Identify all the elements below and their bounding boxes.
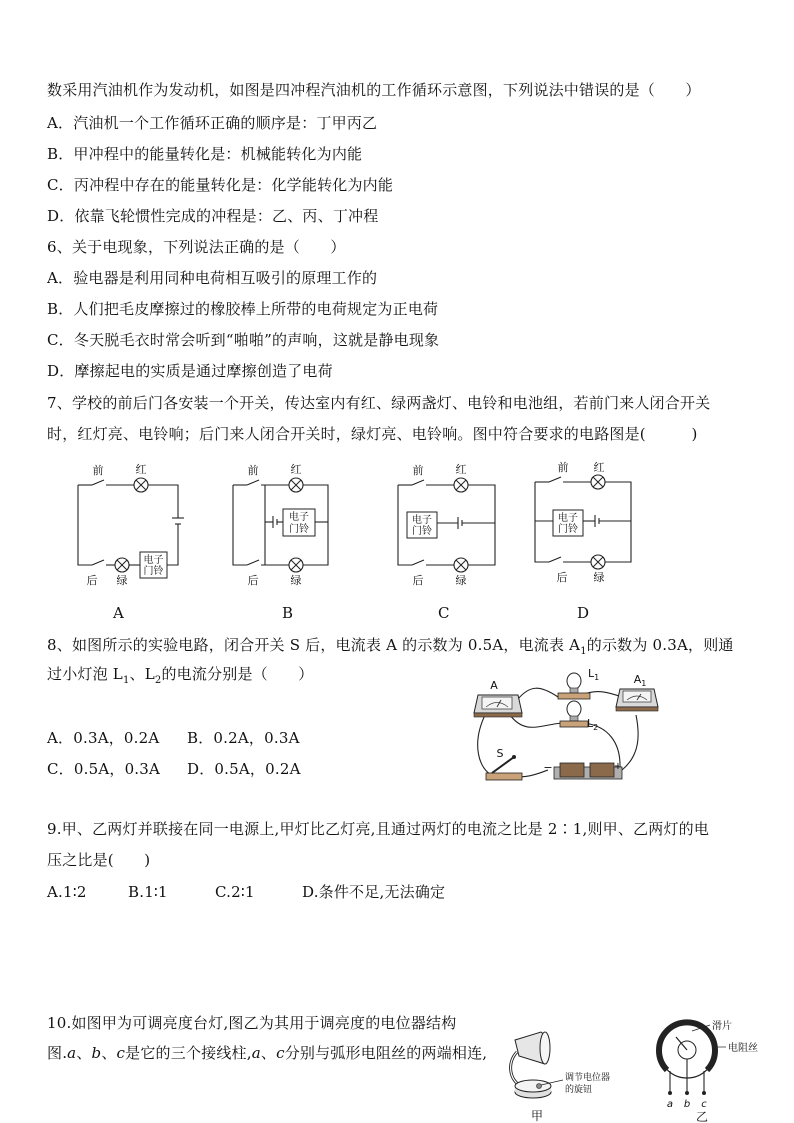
bell-label: 门铃 <box>143 566 164 577</box>
bell-label: 门铃 <box>412 526 432 537</box>
switch-icon <box>486 755 522 780</box>
terminal-a-label: a <box>666 1099 674 1110</box>
front-label: 前 <box>92 464 104 477</box>
ammeter-1-label: $A_1$ <box>633 673 647 688</box>
battery-icon <box>554 763 622 779</box>
ammeter-label: A <box>490 679 498 692</box>
red-label: 红 <box>593 461 605 474</box>
q8-option-a: A．0.3A，0.2A <box>47 729 160 747</box>
bell-label: 门铃 <box>289 524 309 535</box>
battery-plus-label: + <box>613 761 623 772</box>
resistance-wire-label: 电阻丝 <box>728 1043 758 1054</box>
q9-option-a: A.1∶2 <box>47 883 87 901</box>
q7-choice-b: B <box>282 604 294 622</box>
lamp-l1-label: $L_1$ <box>588 667 600 682</box>
q6-option-c: C．冬天脱毛衣时常会听到“啪啪”的声响，这就是静电现象 <box>47 331 440 349</box>
red-lamp-icon <box>289 478 303 492</box>
q6-option-d: D．摩擦起电的实质是通过摩擦创造了电荷 <box>47 362 333 380</box>
q9-option-c: C.2∶1 <box>215 883 255 901</box>
q8-stem-line1: 8、如图所示的实验电路，闭合开关 S 后，电流表 A 的示数为 0.5A，电流表 $A_1$的示数为 0.3A，则通 <box>47 636 734 657</box>
q5-option-d: D．依靠飞轮惯性完成的冲程是：乙、丙、丁冲程 <box>47 207 379 225</box>
knob-label: 调节电位器 <box>565 1073 611 1083</box>
green-lamp-icon <box>454 558 468 572</box>
bell-label: 电子 <box>558 513 578 524</box>
knob-label: 的旋钮 <box>565 1085 593 1095</box>
red-label: 红 <box>455 463 467 476</box>
q5-option-c: C．丙冲程中存在的能量转化是：化学能转化为内能 <box>47 176 394 194</box>
circuit-b <box>225 460 345 590</box>
red-label: 红 <box>290 463 302 476</box>
knob-icon <box>537 1084 542 1089</box>
q7-choice-d: D <box>577 604 590 622</box>
q9-option-d: D.条件不足,无法确定 <box>302 883 446 901</box>
q8-option-b: B．0.2A，0.3A <box>187 729 300 747</box>
q5-option-b: B．甲冲程中的能量转化是：机械能转化为内能 <box>47 145 363 163</box>
q6-option-a: A．验电器是利用同种电荷相互吸引的原理工作的 <box>47 269 378 287</box>
lamp-l2-label: $L_2$ <box>587 717 599 732</box>
q8-option-d: D．0.5A，0.2A <box>187 760 301 778</box>
bulb-l2-icon <box>560 701 588 727</box>
green-lamp-icon <box>115 558 129 572</box>
slider-label: 滑片 <box>712 1021 732 1032</box>
back-label: 后 <box>412 574 424 587</box>
q9-option-b: B.1∶1 <box>128 883 168 901</box>
q7-choice-c: C <box>438 604 450 622</box>
lamp-shade-icon <box>515 1032 550 1064</box>
figure-yi-caption: 乙 <box>695 1110 709 1123</box>
green-lamp-icon <box>289 558 303 572</box>
back-label: 后 <box>556 571 568 584</box>
q8-circuit-figure <box>470 665 670 790</box>
q5-stem: 数采用汽油机作为发动机，如图是四冲程汽油机的工作循环示意图，下列说法中错误的是（ ） <box>47 81 701 99</box>
q7-choice-a: A <box>113 604 125 622</box>
bell-label: 电子 <box>412 515 432 526</box>
terminal-c-label: c <box>701 1099 707 1110</box>
bell-label: 门铃 <box>558 524 578 535</box>
front-label: 前 <box>557 461 569 474</box>
bell-label: 电子 <box>143 555 164 566</box>
green-label: 绿 <box>455 574 467 587</box>
red-lamp-icon <box>591 475 605 489</box>
red-label: 红 <box>135 463 147 476</box>
bell-label: 电子 <box>289 512 309 523</box>
red-lamp-icon <box>454 478 468 492</box>
back-label: 后 <box>247 574 259 587</box>
circuit-c <box>390 460 510 590</box>
ammeter-1-icon <box>616 689 658 711</box>
circuit-d <box>527 460 647 590</box>
q10-stem-line2: 图.a、b、c是它的三个接线柱,a、c分别与弧形电阻丝的两端相连, <box>47 1044 488 1062</box>
figure-jia-caption: 甲 <box>530 1109 544 1123</box>
desk-lamp-figure <box>505 1030 635 1123</box>
front-label: 前 <box>247 464 259 477</box>
battery-minus-label: − <box>543 761 553 774</box>
circuit-a <box>70 460 190 590</box>
q7-stem-line2: 时，红灯亮、电铃响；后门来人闭合开关时，绿灯亮、电铃响。图中符合要求的电路图是( ) <box>47 425 698 443</box>
q7-stem-line1: 7、学校的前后门各安装一个开关，传达室内有红、绿两盏灯、电铃和电池组，若前门来人闭合开关 <box>47 394 711 412</box>
potentiometer-figure <box>650 1015 770 1123</box>
lamp-base-icon <box>515 1080 551 1098</box>
q9-stem-line2: 压之比是( ) <box>47 851 151 869</box>
q6-stem: 6、关于电现象，下列说法正确的是（ ） <box>47 238 346 256</box>
red-lamp-icon <box>134 478 148 492</box>
bulb-l1-icon <box>558 673 590 699</box>
q9-stem-line1: 9.甲、乙两灯并联接在同一电源上,甲灯比乙灯亮,且通过两灯的电流之比是 2∶1,则甲、乙两灯的电 <box>47 820 710 838</box>
q6-option-b: B．人们把毛皮摩擦过的橡胶棒上所带的电荷规定为正电荷 <box>47 300 439 318</box>
q5-option-a: A．汽油机一个工作循环正确的顺序是：丁甲丙乙 <box>47 114 378 132</box>
q10-stem-line1: 10.如图甲为可调亮度台灯,图乙为其用于调亮度的电位器结构 <box>47 1014 457 1032</box>
ammeter-icon <box>474 695 522 717</box>
green-label: 绿 <box>593 571 605 584</box>
back-label: 后 <box>86 574 98 587</box>
green-label: 绿 <box>116 574 128 587</box>
q8-stem-line2: 过小灯泡 $L_1$、$L_2$的电流分别是（ ） <box>47 665 314 686</box>
green-label: 绿 <box>290 574 302 587</box>
q8-option-c: C．0.5A，0.3A <box>47 760 161 778</box>
switch-label: S <box>496 747 504 760</box>
terminal-b-label: b <box>683 1099 691 1110</box>
front-label: 前 <box>412 464 424 477</box>
green-lamp-icon <box>591 555 605 569</box>
